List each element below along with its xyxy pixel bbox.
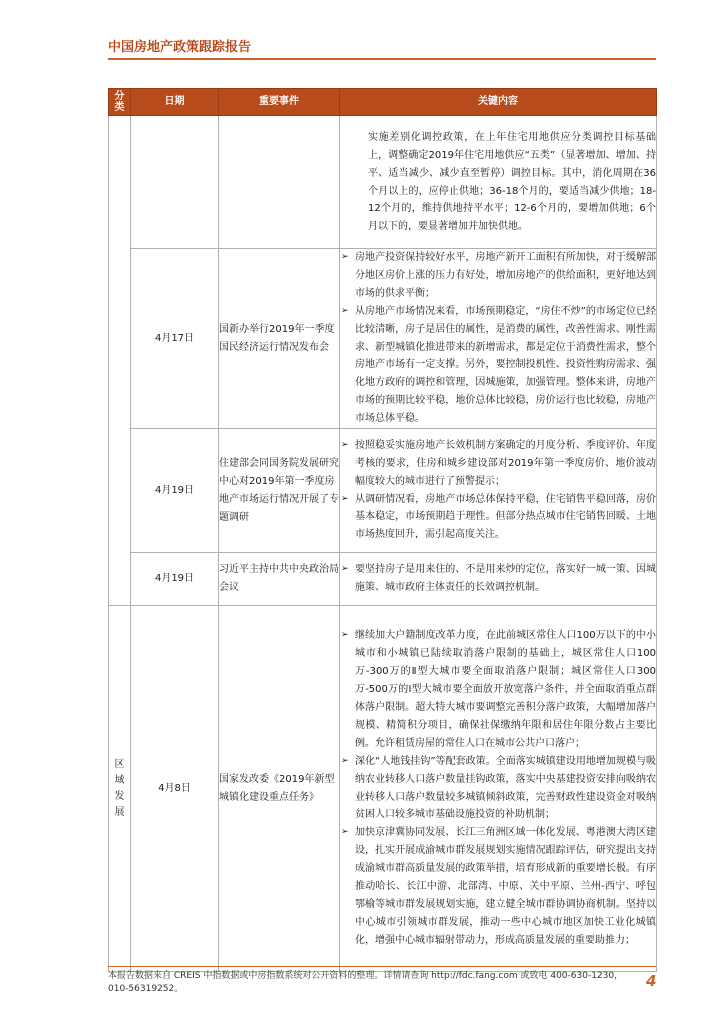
column-header-category: 分类 <box>109 89 131 116</box>
arrow-bullet-icon: ➢ <box>341 755 349 766</box>
event-cell: 国新办举行2019年一季度国民经济运行情况发布会 <box>219 249 340 429</box>
content-cell <box>340 116 657 249</box>
key-points-list <box>340 249 656 428</box>
category-label: 区域发展 <box>114 758 125 818</box>
key-point <box>340 627 656 752</box>
key-point <box>340 303 656 428</box>
arrow-bullet-icon: ➢ <box>341 439 349 450</box>
key-point-text: 从房地产市场情况来看，市场预期稳定，“房住不炒”的市场定位已经比较清晰，房子是居住的属性，是消费的属性，改善性需求、刚性需求、新型城镇化推进带来的新增需求，都是定位于消费性需求，整个房地产市场有一定支撑。另外，要控制投机性、投资性购房需求、强化地方政府的调控和管理，因城施策，加强管理。整体来讲，房地产市场的预期比较平稳，地价总体比较稳，房价运行也比较稳，房地产市场总体平稳。 <box>355 305 656 425</box>
key-point-text: 加快京津冀协同发展、长江三角洲区域一体化发展、粤港澳大湾区建设，扎实开展成渝城市群发展规划实施情况跟踪评估，研究提出支持成渝城市群高质量发展的政策举措，培育形成新的重要增长极。有序推动哈长、长江中游、北部湾、中原、关中平原、兰州-西宁、呼包鄂榆等城市群发展规划实施，建立健全城市群协调协商机制。坚持以中心城市引领城市群发展，推动一些中心城市地区加快工业化城镇化，增强中心城市辐射带动力，形成高质量发展的重要助推力； <box>355 827 656 946</box>
content-cell <box>340 606 657 972</box>
footer-disclaimer: 本报告数据来自 CREIS 中指数据或中房指数系统对公开资料的整理。详情请查询 http://fdc.fang.com 或致电 400-630-1230，010-56319252。 <box>108 971 624 994</box>
table-row-continuation <box>109 116 657 249</box>
policy-table <box>108 88 657 972</box>
key-point-text: 房地产投资保持较好水平，房地产新开工面积有所加快，对于缓解部分地区房价上涨的压力有好处，增加房地产的供给面积，更好地达到市场的供求平衡； <box>355 252 656 299</box>
report-title: 中国房地产政策跟踪报告 <box>108 40 252 55</box>
key-point <box>340 561 656 597</box>
key-point-text: 从调研情况看，房地产市场总体保持平稳，住宅销售平稳回落，房价基本稳定，市场预期趋于理性。但部分热点城市住宅销售回暖、土地市场热度回升，需引起高度关注。 <box>355 493 656 541</box>
category-cell <box>109 606 131 972</box>
footer-rule <box>108 966 656 967</box>
key-points-list <box>340 437 656 544</box>
key-point <box>340 491 656 545</box>
category-cell-empty <box>109 116 131 606</box>
table-row <box>109 429 657 553</box>
key-points-list <box>340 627 656 949</box>
key-point-text: 要坚持房子是用来住的、不是用来炒的定位，落实好一城一策、因城施策、城市政府主体责任的长效调控机制。 <box>355 564 656 594</box>
key-points-list <box>340 561 656 597</box>
arrow-bullet-icon: ➢ <box>341 252 349 262</box>
content-cell <box>340 429 657 553</box>
header-rule <box>108 58 656 60</box>
arrow-bullet-icon: ➢ <box>341 827 349 838</box>
event-cell: 习近平主持中共中央政治局会议 <box>219 553 340 606</box>
key-point-text: 按照稳妥实施房地产长效机制方案确定的月度分析、季度评价、年度考核的要求，住房和城乡建设部对2019年第一季度房价、地价波动幅度较大的城市进行了预警提示； <box>355 439 656 487</box>
column-header-event: 重要事件 <box>219 89 340 116</box>
table-row <box>109 249 657 429</box>
arrow-bullet-icon: ➢ <box>341 493 349 504</box>
content-cell <box>340 553 657 606</box>
column-header-content: 关键内容 <box>340 89 657 116</box>
content-cell <box>340 249 657 429</box>
continuation-text: 实施差别化调控政策，在上年住宅用地供应分类调控目标基础上，调整确定2019年住宅用地供应“五类”（显著增加、增加、持平、适当减少、减少直至暂停）调控目标。其中，消化周期在36个月以上的，应停止供地；36-18个月的，要适当减少供地；18-12个月的，维持供地持平水平；12-6个月的，要增加供地；6个月以下的，要显著增加并加快供地。 <box>368 131 656 233</box>
key-point <box>340 824 656 949</box>
key-point-text: 继续加大户籍制度改革力度，在此前城区常住人口100万以下的中小城市和小城镇已陆续取消落户限制的基础上，城区常住人口100万-300万的Ⅱ型大城市要全面取消落户限制；城区常住人口300万-500万的Ⅰ型大城市要全面放开放宽落户条件，并全面取消重点群体落户限制。超大特大城市要调整完善积分落户政策，大幅增加落户规模、精简积分项目，确保社保缴纳年限和居住年限分数占主要比例。允许租赁房屋的常住人口在城市公共户口落户； <box>355 630 656 749</box>
event-cell-empty <box>219 116 340 249</box>
key-point-text: 深化“人地钱挂钩”等配套政策。全面落实城镇建设用地增加规模与吸纳农业转移人口落户数量挂钩政策，落实中央基建投资安排向吸纳农业转移人口落户数量较多城镇倾斜政策，完善财政性建设资金对吸纳贫困人口较多城市基础设施投资的补助机制； <box>355 755 656 821</box>
arrow-bullet-icon: ➢ <box>341 564 349 575</box>
arrow-bullet-icon: ➢ <box>341 305 349 316</box>
key-point <box>340 437 656 491</box>
column-header-date: 日期 <box>131 89 219 116</box>
key-point <box>340 753 656 825</box>
date-cell: 4月19日 <box>131 553 219 606</box>
arrow-bullet-icon: ➢ <box>341 630 349 641</box>
table-header-row <box>109 89 657 116</box>
key-point <box>340 249 656 303</box>
page-number: 4 <box>646 972 657 990</box>
event-cell: 国家发改委《2019年新型城镇化建设重点任务》 <box>219 606 340 972</box>
event-cell: 住建部会同国务院发展研究中心对2019年第一季度房地产市场运行情况开展了专题调研 <box>219 429 340 553</box>
date-cell: 4月17日 <box>131 249 219 429</box>
date-cell: 4月19日 <box>131 429 219 553</box>
date-cell: 4月8日 <box>131 606 219 972</box>
table-row <box>109 553 657 606</box>
date-cell-empty <box>131 116 219 249</box>
table-row <box>109 606 657 972</box>
